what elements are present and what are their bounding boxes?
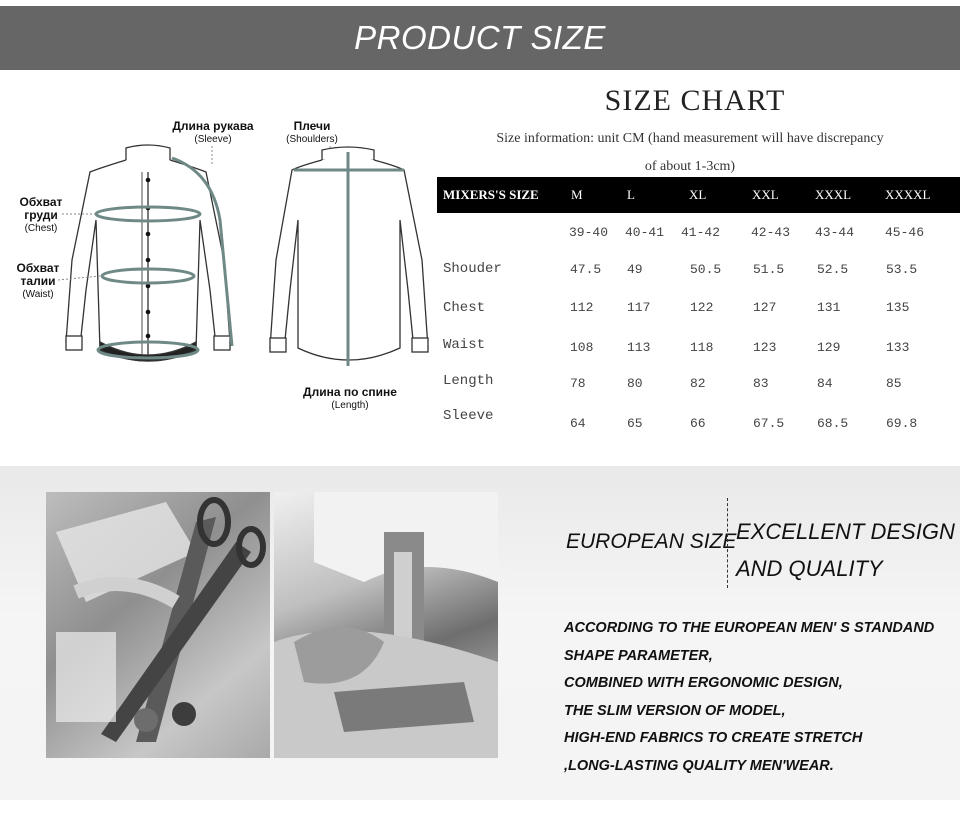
header-size-xxxl: XXXL (815, 187, 852, 202)
desc-line: ACCORDING TO THE EUROPEAN MEN' S STANDAND (564, 620, 935, 636)
label-length (290, 386, 410, 412)
european-size-heading: EUROPEAN SIZE (566, 530, 737, 553)
table-cell: 84 (817, 376, 833, 391)
table-cell: 112 (570, 300, 594, 315)
scissors-icon (46, 492, 270, 758)
row-label-length: Length (443, 373, 494, 389)
excellent-line1: EXCELLENT DESIGN (736, 519, 955, 544)
table-cell: 80 (627, 376, 643, 391)
header-size-xxxxl: XXXXL (885, 187, 931, 202)
size-chart-info (450, 125, 930, 181)
tailoring-scissors-photo (46, 492, 270, 758)
label-shoulders-en: (Shoulders) (286, 134, 338, 145)
table-cell: 52.5 (817, 262, 849, 277)
desc-line: COMBINED WITH ERGONOMIC DESIGN, (564, 675, 843, 691)
header-size-l: L (627, 187, 635, 202)
table-cell: 47.5 (570, 262, 602, 277)
label-chest-en: (Chest) (24, 223, 58, 234)
vertical-divider (727, 498, 728, 588)
table-cell: 42-43 (751, 225, 791, 240)
table-cell: 51.5 (753, 262, 785, 277)
shirt-diagram (0, 110, 440, 420)
label-sleeve-ru: Длина рукава (172, 119, 254, 133)
table-cell: 40-41 (625, 225, 665, 240)
size-info-line2: of about 1-3cm) (644, 159, 736, 174)
desc-line: THE SLIM VERSION OF MODEL, (564, 702, 786, 719)
row-label-chest: Chest (443, 300, 486, 316)
table-cell: 131 (817, 300, 841, 315)
sewing-machine-icon (274, 492, 498, 758)
row-label-shoulder: Shouder (443, 261, 502, 277)
size-info-line1: Size information: unit CM (hand measurement will have discrepancy (496, 131, 884, 146)
label-waist-ru: Обхват талии (16, 261, 60, 288)
label-chest (8, 196, 74, 235)
label-waist-en: (Waist) (22, 289, 54, 300)
label-sleeve (158, 120, 268, 146)
label-length-en: (Length) (331, 400, 369, 411)
label-length-ru: Длина по спине (303, 385, 397, 399)
shirt-front (66, 145, 230, 361)
table-cell: 78 (570, 376, 586, 391)
label-waist (6, 262, 70, 301)
sewing-machine-photo (274, 492, 498, 758)
table-cell: 69.8 (886, 416, 918, 431)
header-size-xl: XL (689, 187, 707, 202)
table-cell: 123 (753, 340, 777, 355)
label-shoulders-ru: Плечи (293, 119, 331, 133)
table-cell: 50.5 (690, 262, 722, 277)
banner-title: PRODUCT SIZE (354, 19, 606, 56)
table-cell: 67.5 (753, 416, 785, 431)
table-cell: 129 (817, 340, 841, 355)
table-cell: 39-40 (569, 225, 609, 240)
table-cell: 108 (570, 340, 594, 355)
desc-line: HIGH-END FABRICS TO CREATE STRETCH (564, 730, 863, 746)
table-cell: 45-46 (885, 225, 925, 240)
row-label-waist: Waist (443, 337, 486, 353)
label-chest-ru: Обхват груди (19, 195, 63, 222)
header-mixers-size: MIXERS'S SIZE (443, 187, 539, 202)
table-cell: 135 (886, 300, 910, 315)
header-size-m: M (571, 187, 583, 202)
label-sleeve-en: (Sleeve) (194, 134, 232, 145)
desc-line: ,LONG-LASTING QUALITY MEN'WEAR. (564, 757, 834, 774)
table-cell: 64 (570, 416, 586, 431)
table-cell: 118 (690, 340, 714, 355)
size-chart-title: SIZE CHART (604, 84, 786, 117)
label-shoulders (270, 120, 354, 146)
table-cell: 113 (627, 340, 651, 355)
desc-line: SHAPE PARAMETER, (564, 647, 713, 664)
table-cell: 117 (627, 300, 651, 315)
table-cell: 43-44 (815, 225, 855, 240)
excellent-design-heading (736, 513, 955, 587)
table-cell: 82 (690, 376, 706, 391)
table-cell: 127 (753, 300, 777, 315)
quality-description (564, 615, 934, 780)
excellent-line2: AND QUALITY (736, 556, 883, 581)
table-cell: 66 (690, 416, 706, 431)
table-cell: 83 (753, 376, 769, 391)
size-table-header (437, 177, 960, 213)
table-cell: 122 (690, 300, 714, 315)
header-banner (0, 6, 960, 70)
table-cell: 68.5 (817, 416, 849, 431)
row-label-sleeve: Sleeve (443, 408, 494, 424)
table-cell: 65 (627, 416, 643, 431)
table-cell: 85 (886, 376, 902, 391)
table-cell: 133 (886, 340, 910, 355)
table-cell: 49 (627, 262, 643, 277)
table-cell: 41-42 (681, 225, 721, 240)
table-cell: 53.5 (886, 262, 918, 277)
header-size-xxl: XXL (752, 187, 779, 202)
